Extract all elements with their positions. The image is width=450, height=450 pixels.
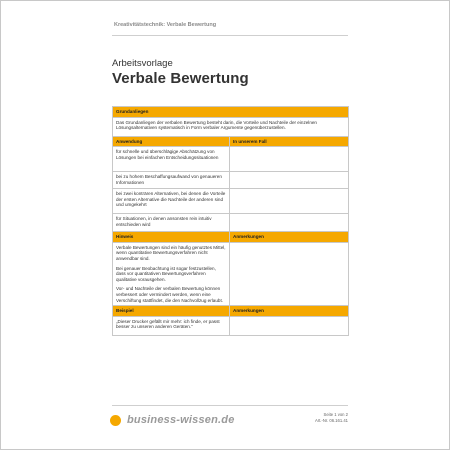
document-subtitle: Arbeitsvorlage [112, 58, 173, 69]
anwendung-note-field[interactable] [230, 172, 349, 189]
footer-divider [112, 405, 348, 406]
logo-dot-icon [110, 415, 121, 426]
hinweis-paragraph: Bei genauer Beobachtung ist sogar festzustellen, dass vor quantitativen Bewertungsverfahren qualitative vorausgehen. [116, 265, 216, 282]
anwendung-row: für Situationen, in denen ansonsten rein intuitiv entschieden wird [113, 214, 230, 232]
article-number: Art.-Nr. 06.161.41 [314, 418, 348, 423]
anwendung-heading: Anwendung [113, 136, 230, 147]
document-title: Verbale Bewertung [112, 70, 249, 87]
beispiel-note-field[interactable] [230, 316, 349, 335]
anwendung-note-field[interactable] [230, 189, 349, 214]
grundanliegen-text: Das Grundanliegen der verbalen Bewertung besteht darin, die Vorteile und Nachteile der einzelnen Lösungsalternativen systematisch in Form verbaler Argumente gegenüberzustellen. [113, 117, 349, 136]
hinweis-paragraph: Vor- und Nachteile der verbalen Bewertung können verbessert oder vermindert werden, wenn eine Verschiftung stattfindet, die den Nachvollzug erlaubt. [116, 286, 223, 303]
page-info [315, 412, 348, 424]
anwendung-row: bei zu hohem Beschaffungsaufwand von genaueren Informationen [113, 172, 230, 189]
hinweis-paragraph: Verbale Bewertungen sind ein häufig genutztes Mittel, wenn quantitative Bewertungsverfahren nicht anwendbar sind. [116, 244, 226, 261]
anwendung-row: für schnelle und überschlägige Abschätzung von Lösungen bei einfachen Entscheidungssituationen [113, 147, 230, 172]
anwendung-heading-right: In unserem Fall [230, 136, 349, 147]
hinweis-heading: Hinweis [113, 232, 230, 243]
anwendung-row: bei zwei konträren Alternativen, bei denen die Vorteile der ersten Alternative die Nachteile der anderen sind und umgekehrt [113, 189, 230, 214]
beispiel-heading-right: Anmerkungen [230, 306, 349, 317]
hinweis-text [113, 242, 230, 305]
grundanliegen-heading: Grundanliegen [113, 107, 349, 118]
beispiel-heading: Beispiel [113, 306, 230, 317]
hinweis-note-field[interactable] [230, 242, 349, 305]
page-number: Seite 1 von 2 [323, 412, 348, 417]
beispiel-text: „Dieser Drucker gefällt mir mehr: ich finde, er passt besser zu unseren anderen Geräten.“ [113, 316, 230, 335]
header-title: Kreativitätstechnik: Verbale Bewertung [114, 22, 217, 28]
anwendung-note-field[interactable] [230, 214, 349, 232]
business-wissen-logo [110, 414, 235, 426]
worksheet-table [112, 106, 349, 336]
header-divider [112, 35, 348, 36]
logo-text: business-wissen.de [127, 414, 235, 426]
hinweis-heading-right: Anmerkungen [230, 232, 349, 243]
anwendung-note-field[interactable] [230, 147, 349, 172]
